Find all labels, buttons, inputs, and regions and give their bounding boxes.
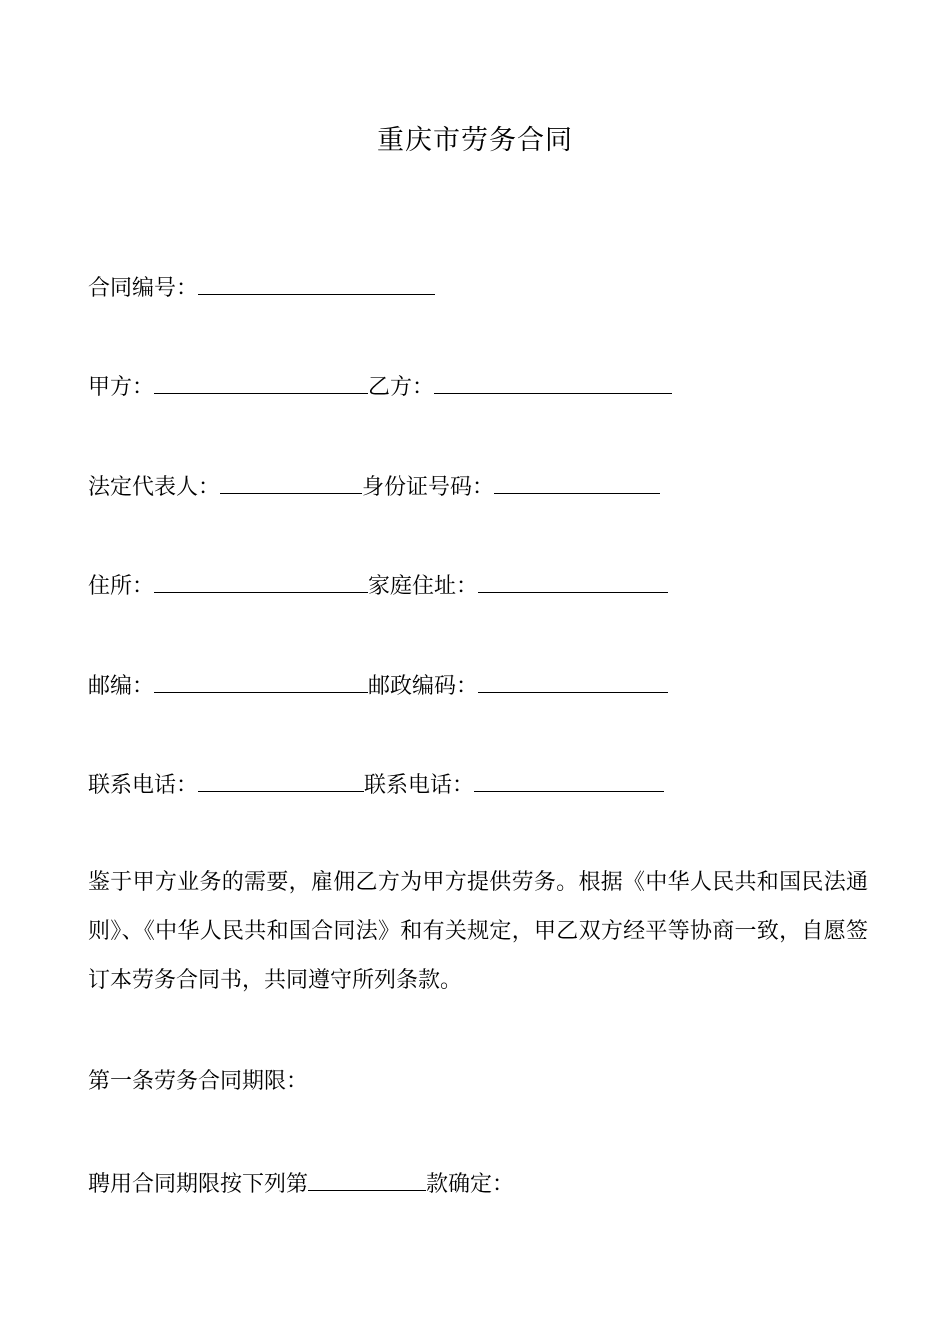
postcode-row [88, 668, 668, 702]
party-a-label: 甲方： [88, 375, 155, 400]
contract-no-label: 合同编号： [88, 276, 199, 301]
residence-label: 住所： [88, 574, 155, 599]
parties-row [88, 369, 672, 403]
home-address-label: 家庭住址： [368, 574, 479, 599]
document-title: 重庆市劳务合同 [377, 125, 573, 156]
contract-no-row [88, 270, 435, 304]
party-b-label: 乙方： [368, 375, 435, 400]
id-number-label: 身份证号码： [362, 475, 495, 500]
clause-suffix: 款确定： [426, 1172, 515, 1197]
clause-prefix: 聘用合同期限按下列第 [88, 1172, 309, 1197]
id-number-blank[interactable] [494, 469, 660, 494]
postcode-label: 邮编： [88, 674, 155, 699]
phone-b-label: 联系电话： [364, 773, 475, 798]
address-row [88, 568, 668, 602]
postal-code-blank[interactable] [478, 668, 668, 693]
legal-rep-row [88, 469, 660, 503]
contract-no-blank[interactable] [198, 270, 435, 295]
phone-a-label: 联系电话： [88, 773, 199, 798]
article-1-clause [88, 1166, 514, 1200]
preamble-paragraph: 鉴于甲方业务的需要，雇佣乙方为甲方提供劳务。根据《中华人民共和国民法通则》、《中华人民共和国合同法》和有关规定，甲乙双方经平等协商一致，自愿签订本劳务合同书，共同遵守所列条款。 [88, 870, 868, 993]
phone-a-blank[interactable] [198, 767, 364, 792]
home-address-blank[interactable] [478, 568, 668, 593]
legal-rep-label: 法定代表人： [88, 475, 221, 500]
clause-number-blank[interactable] [308, 1166, 426, 1191]
article-1-heading: 第一条劳务合同期限： [88, 1069, 309, 1094]
postcode-blank[interactable] [154, 668, 368, 693]
phone-b-blank[interactable] [474, 767, 664, 792]
party-b-blank[interactable] [434, 369, 672, 394]
legal-rep-blank[interactable] [220, 469, 362, 494]
party-a-blank[interactable] [154, 369, 368, 394]
phone-row [88, 767, 664, 801]
residence-blank[interactable] [154, 568, 368, 593]
postal-code-label: 邮政编码： [368, 674, 479, 699]
